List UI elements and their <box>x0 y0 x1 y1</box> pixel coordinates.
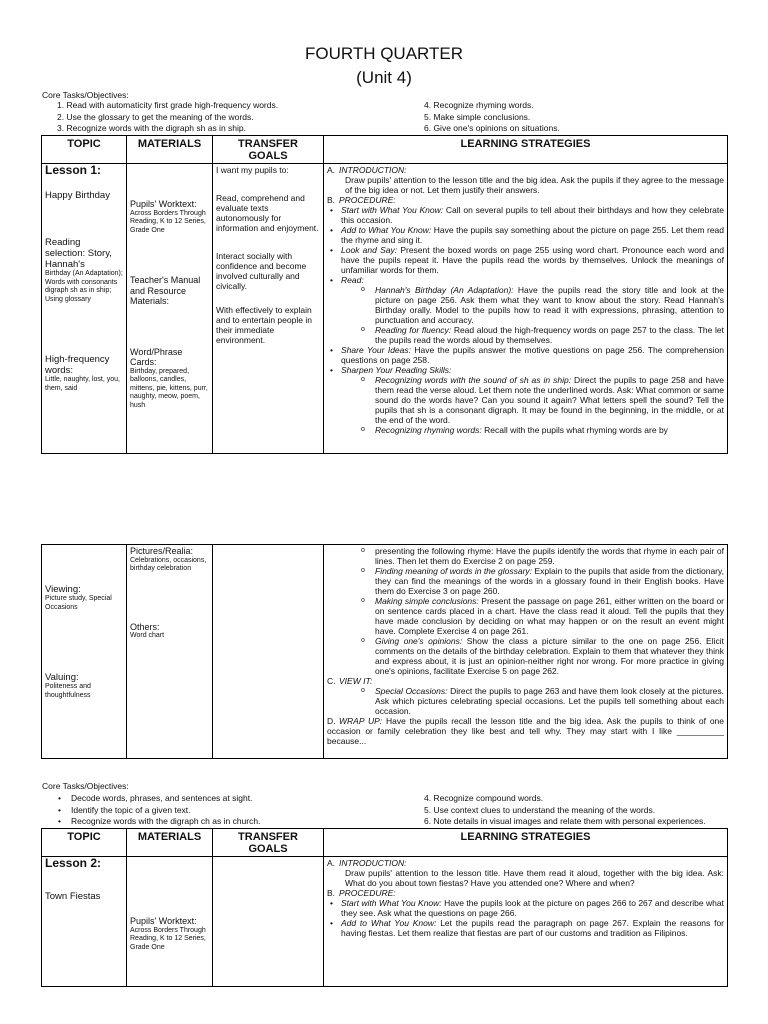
strategy-subitem: o Giving one's opinions: Show the class a picture similar to the one on page 256. Elicit comments on the details of the birthday celebration. Explain to them that whatever they think and express about, it is just an opinion-neither right nor wrong. For more practice in giving one's opinions, facilitate Exercise 5 on page 262. <box>327 636 724 676</box>
transfer-goals-cell <box>213 857 324 987</box>
strategy-item: • Start with What You Know: Have the pupils look at the picture on pages 266 to 267 and describe what they see. Ask what the questions on page 266. <box>327 898 724 918</box>
lesson-topic-title: Happy Birthday <box>45 190 110 201</box>
objective: 3. Recognize words with the digraph sh as in ship. <box>57 123 246 133</box>
valuing-label: Valuing: <box>45 672 79 683</box>
objectives-right <box>424 793 706 828</box>
section-heading: PROCEDURE: <box>339 888 396 898</box>
objective: 6. Note details in visual images and relate them with personal experiences. <box>424 816 706 826</box>
objective: • Identify the topic of a given text. <box>58 805 260 817</box>
continued-text: o presenting the following rhyme: Have the pupils identify the words that rhyme in each pair of lines. Then let them do Exercise 2 on page 259. <box>327 546 724 566</box>
strategies-cell <box>324 164 728 454</box>
materials-cell <box>127 164 213 454</box>
objectives-left <box>57 100 278 135</box>
strategy-subitem: o Hannah's Birthday (An Adaptation): Have the pupils read the story title and look at the picture on page 256. Ask them what they want to know about the story. Read Hannah's Birthday orally. Model to the pupils how to read it with expressions, phrasing, attention to punctuation and accuracy. <box>327 285 724 325</box>
pictures-details: Celebrations, occasions, birthday celebration <box>130 556 207 572</box>
header-transfer-line2: GOALS <box>248 150 288 162</box>
manual-label: Teacher's Manual and Resource Materials: <box>130 275 201 306</box>
core-tasks-heading: Core Tasks/Objectives: <box>42 781 129 791</box>
reading-selection-label: Reading selection: Story, Hannah's <box>45 237 112 270</box>
strategies-cell <box>324 545 728 759</box>
objective: 5. Make simple conclusions. <box>424 111 531 122</box>
tg-item: With effectively to explain and to entertain people in their immediate environment. <box>216 305 312 345</box>
strategy-subitem: o Making simple conclusions: Present the passage on page 261, either written on the board or on sentence cards placed in a chart. Have the class read it aloud. Tell the pupils that they have made conclusion by deciding on what may happen or on the result an event might have. Complete Exercise 4 on page 261. <box>327 596 724 636</box>
worktext-details: Across Borders Through Reading, K to 12 Series, Grade One <box>130 209 206 234</box>
viewing-details: Picture study, Special Occasions <box>45 595 112 611</box>
header-strategies: LEARNING STRATEGIES <box>324 136 728 164</box>
objective: 5. Use context clues to understand the meaning of the words. <box>424 804 656 815</box>
objective: • Recognize words with the digraph ch as in church. <box>58 816 260 828</box>
strategy-subitem: o Reading for fluency: Read aloud the high-frequency words on page 257 to the class. The let the pupils read the words aloud by themselves. <box>327 325 724 345</box>
high-frequency-words: Little, naughty, lost, you, them, said <box>45 376 120 392</box>
wrap-up: D. WRAP UP: Have the pupils recall the lesson title and the big idea. Ask the pupils to think of one occasion or family celebration they like best and tell why. They may start with I like __________ because... <box>327 716 724 746</box>
materials-cell <box>127 545 213 759</box>
strategy-item: • Sharpen Your Reading Skills: <box>327 365 724 375</box>
strategies-cell <box>324 857 728 987</box>
strategy-item: • Add to What You Know: Let the pupils read the paragraph on page 267. Explain the reasons for having fiestas. Let them realize that fiestas are part of our customs and tradition as Filipinos. <box>327 918 724 938</box>
strategy-item: • Start with What You Know: Call on several pupils to tell about their birthdays and how they celebrate this occasion. <box>327 205 724 225</box>
transfer-goals-cell <box>213 164 324 454</box>
others-label: Others: <box>130 621 160 632</box>
section-letter: A. <box>327 165 336 175</box>
header-topic: TOPIC <box>42 136 127 164</box>
objective: 4. Recognize rhyming words. <box>424 100 534 110</box>
tg-intro: I want my pupils to: <box>216 165 289 175</box>
section-letter: B. <box>327 195 336 205</box>
section-heading: INTRODUCTION: <box>339 858 407 868</box>
header-transfer-goals <box>213 136 324 164</box>
objective: 1. Read with automaticity first grade high-frequency words. <box>57 100 279 110</box>
header-topic: TOPIC <box>42 829 127 857</box>
worktext-label: Pupils' Worktext: <box>130 916 197 926</box>
objective: 6. Give one's opinions on situations. <box>424 123 560 133</box>
core-tasks-heading: Core Tasks/Objectives: <box>42 90 129 100</box>
strategy-item: • Look and Say: Present the boxed words on page 255 using word chart. Pronounce each word and have the pupils repeat it. Have the pupils read the words by themselves. Unlock the meanings of unfamiliar words for them. <box>327 245 724 275</box>
strategy-subitem: o Recognizing words with the sound of sh as in ship: Direct the pupils to page 258 and have them read the verse aloud. Let them note the underlined words. Ask: What common or same sound do the words have? Can you sound it again? What letters spell the sound? Tell the pupils that sh is a consonant digraph. It may be found in the beginning, in the middle, or at the end of the word. <box>327 375 724 425</box>
strategy-item: • Share Your Ideas: Have the pupils answer the motive questions on page 256. The comprehension questions on page 258. <box>327 345 724 365</box>
high-frequency-label: High-frequency words: <box>45 354 110 376</box>
page-subtitle: (Unit 4) <box>356 68 412 87</box>
objectives-left <box>58 793 260 828</box>
section-letter: A. <box>327 858 336 868</box>
objective: 2. Use the glossary to get the meaning of the words. <box>57 111 254 122</box>
topic-cell <box>42 164 127 454</box>
cards-details: Birthday, prepared, balloons, candles, mittens, pie, kittens, purr, naughty, meow, poem, hush <box>130 367 208 409</box>
objectives-right <box>424 100 560 135</box>
strategy-subitem: o Finding meaning of words in the glossary: Explain to the pupils that aside from the dictionary, they can find the meanings of the words in a glossary found in their English books. Have them do Exercise 3 on page 260. <box>327 566 724 596</box>
transfer-goals-cell <box>213 545 324 759</box>
lesson-label: Lesson 1: <box>45 163 102 177</box>
reading-selection-details: Birthday (An Adaptation); Words with consonants digraph sh as in ship; Using glossary <box>45 270 123 303</box>
tg-item: Read, comprehend and evaluate texts autonomously for information and enjoyment. <box>216 193 319 233</box>
worktext-details: Across Borders Through Reading, K to 12 Series, Grade One <box>130 926 206 951</box>
worktext-label: Pupils' Worktext: <box>130 199 197 209</box>
objective: • Decode words, phrases, and sentences at sight. <box>58 793 260 805</box>
cards-label: Word/Phrase Cards: <box>130 346 183 367</box>
viewing-label: Viewing: <box>45 584 81 595</box>
section-heading: VIEW IT: <box>339 676 373 686</box>
header-strategies: LEARNING STRATEGIES <box>324 829 728 857</box>
section-heading: INTRODUCTION: <box>339 165 407 175</box>
lesson2-table <box>41 828 728 987</box>
strategy-item: • Read: <box>327 275 724 285</box>
strategy-subitem: o Recognizing rhyming words: Recall with the pupils what rhyming words are by <box>327 425 724 435</box>
lesson1-continued-table <box>41 544 728 759</box>
materials-cell <box>127 857 213 987</box>
tg-item: Interact socially with confidence and become involved culturally and civically. <box>216 251 307 291</box>
lesson-topic-title: Town Fiestas <box>45 891 101 902</box>
topic-cell <box>42 857 127 987</box>
objective: 4. Recognize compound words. <box>424 793 544 803</box>
others-details: Word chart <box>130 632 165 639</box>
lesson-label: Lesson 2: <box>45 856 102 870</box>
header-materials: MATERIALS <box>127 136 213 164</box>
header-materials: MATERIALS <box>127 829 213 857</box>
page-title: FOURTH QUARTER <box>304 44 464 63</box>
section-heading: PROCEDURE: <box>339 195 396 205</box>
header-transfer-line2: GOALS <box>248 843 288 855</box>
pictures-label: Pictures/Realia: <box>130 546 194 556</box>
lesson1-table <box>41 135 728 454</box>
topic-cell <box>42 545 127 759</box>
strategy-subitem: o Special Occasions: Direct the pupils to page 263 and have them look closely at the pictures. Ask which pictures celebrating special occasions. Let the pupils tell something about each occasion. <box>327 686 724 716</box>
valuing-details: Politeness and thoughtfulness <box>45 683 91 699</box>
header-transfer-goals <box>213 829 324 857</box>
header-transfer-line1: TRANSFER <box>238 138 298 150</box>
intro-text: Draw pupils' attention to the lesson title. Have them read it aloud, together with the big idea. Ask: What do you about town fiestas? Have you attended one? Where and when? <box>345 868 724 888</box>
intro-text: Draw pupils' attention to the lesson title and the big idea. Ask the pupils if they agree to the message of the big idea or not. Let them justify their answers. <box>345 175 724 195</box>
section-letter: C. <box>327 676 336 686</box>
section-letter: B. <box>327 888 336 898</box>
strategy-item: • Add to What You Know: Have the pupils say something about the picture on page 255. Let them read the rhyme and sing it. <box>327 225 724 245</box>
header-transfer-line1: TRANSFER <box>238 831 298 843</box>
